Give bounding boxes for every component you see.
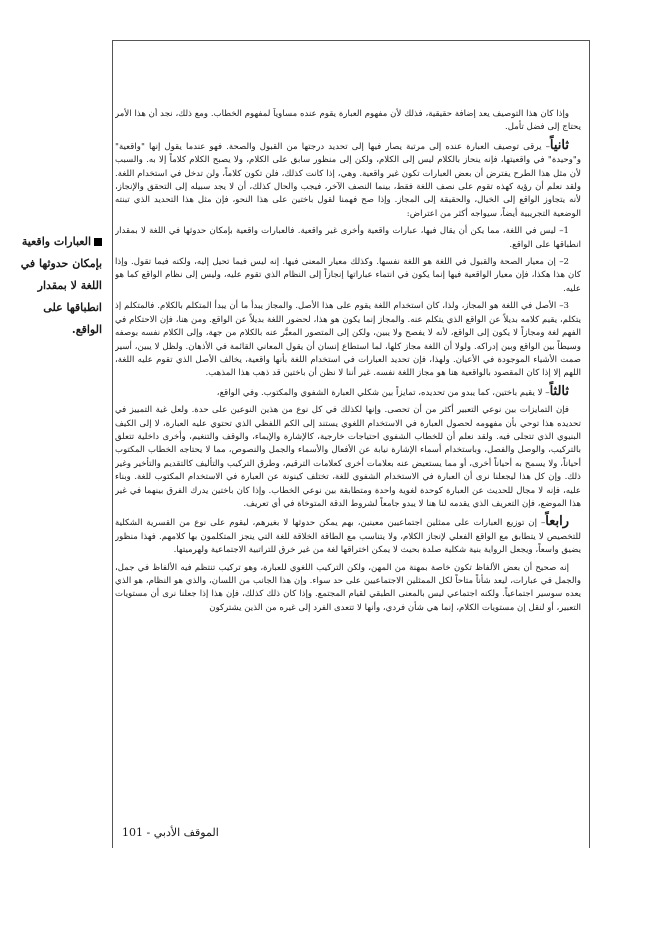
sidebar-text: العبارات واقعية بإمكان حدوثها في اللغة لا بمقدار انطباقها على الواقع.: [20, 235, 102, 336]
paragraph-6-text: – لا يقيم باختين، كما يبدو من تحديده، تمايزاً بين شكلي العبارة الشفوي والمكتوب. وفي الواقع،: [216, 387, 550, 398]
page-footer: الموقف الأدبي - 101: [122, 826, 219, 839]
paragraph-7-text: فإن التمايزات بين نوعي التعبير أكثر من أن تحصى. وإنها لكذلك في كل نوع من هذين النوعين على حدة. ولعل غية التمييز في تحديده هذا توحي بأن مفهومه لحصول العبارة في الاستخدام اللغوي يستند إلى الكم اللفظي الذي تحتوي عليه العبارة، لا إلى الكيف البنيوي الذي تتجلى فيه. ولقد نعلم أن للخطاب الشفوي احتياجات خارجية، كالإشارة والإيماء، والوقف والتنغيم، وأخرى داخلية تتعلق بالتركيب، والوصل والفصل، وباستخدام أسماء الإشارة نيابة عن الأفعال والأسماء والجمل والنصوص، مما لا يحتاجه الخطاب المكتوب أحياناً، ولا يسمح به أحياناً أخرى، أو مما يستعيض عنه بعلامات أخرى كعلامات الترقيم، وطرق التركيب والتأليف كالتقديم والتأخير وغير ذلك. وإن كل هذا ليجعلنا نرى أن العبارة في الاستخدام الشفوي للغة، تختلف كينونة عن العبارة في الاستخدام المكتوب للغة. وبناء عليه، فإنه لا مجال للحديث عن العبارة كوحدة لغوية واحدة ومتطابقة بين نوعي الخطاب. وإذا كان باختين يدرك الفرق بينهما في غير هذا الموضع، فإن التعريف الذي يقدمه لنا هنا لا يبدو جامعاً لشروط الدقة المتوخاة في أي تعريف.: [115, 405, 581, 509]
paragraph-3-text: 1– ليس في اللغة، مما يكن أن يقال فيها، عبارات واقعية وأخرى غير واقعية. فالعبارات واقعية بإمكان حدوثها في اللغة لا بمقدار انطباقها على الواقع.: [115, 226, 581, 250]
section-lead-second: ثانياً: [549, 137, 569, 153]
paragraph-3: [115, 225, 581, 252]
paragraph-8: [115, 515, 581, 557]
paragraph-4: [115, 256, 581, 296]
left-margin-rule: [112, 40, 113, 848]
paragraph-8-text: – إن توزيع العبارات على ممثلين اجتماعيين معينين، بهم يمكن حدوثها لا بغيرهم، ليقوم على نوع من القسرية الشكلية للتخصيص لا يتطابق مع الواقع الفعلي لإنجاز الكلام، ولا يتناسب مع الطاقة الخلاقة للغة التي ينجز المتكلمون بها كلامهم. فهذا منظور يضيق واسعاً، ويجعل الرواية بنية شكلية صلدة بحيث لا يمكن اختراقها لغة من غير خرق للتراتبية الاجتماعية ولهرميتها.: [115, 518, 581, 556]
right-margin-rule: [589, 40, 590, 848]
paragraph-1: [115, 108, 581, 135]
top-rule: [112, 40, 590, 41]
paragraph-5-text: 3– الأصل في اللغة هو المجاز، ولذا، كان استخدام اللغة يقوم على هذا الأصل. والمجاز يبدأ ما أن يبدأ المتكلم بالكلام. فالمتكلم إذ يتكلم، يقيم كلامه بديلاً عن الواقع الذي يتكلم عنه. والمجاز إنما يكون هو هذا، لحضور اللغة بديلاً عن الواقع. ومن هنا، فإن الاحتكام في الفهم لغة ومجازاً لا يكون إلى الواقع، لأنه لا يفصح ولا يبين، ولكن إلى المتصور المعبَّر عنه بالكلام من جهة، وإلى الكلام نفسه بوصفه وسيطاً بين الواقع وبين إدراكه. ولولا أن اللغة مجاز كلها، لما استطاع إنسان أن يقول المعاني القائمة في الأذهان. ولظل لا يبين، أسير صمت الأشياء الموجودة في الأعيان. ولهذا، فإن تحديد العبارات في استخدام اللغة بأنها واقعية، يخالف الأصل الذي تقوم عليه اللغة، اللهم إلا إذا كان المقصود بالواقعية هنا هو مجاز اللغة نفسه. غير أننا لا نظن أن باختين قد ذهب هذا المذهب.: [115, 301, 581, 379]
paragraph-2-text: – يرقى توصيف العبارة عنده إلى مرتبة يصار فيها إلى تحديد درجتها من القبول والصحة. فهو عندما يقول إنها "واقعية" و"وحيدة" في واقعيتها، فإنه ينحاز بالكلام ليس إلى الكلام، ولكن إلى منظور سابق على الكلام، ولا يصبح الكلام كلاماً إلا به. والسبب لأن مثل هذا الطرح يفترض أن بعض العبارات تكون غير واقعية. وهي، إذا كانت كذلك، فلن تكون كلاماً، ولن تدخل في استخدام اللغة. ولقد نعلم أن رؤية كهذه تقوم على نصف اللغة فقط، بينما النصف الآخر، فيجب والحال كذلك، أن لا يجد سبيله إلى التحقق والإنجاز، لأنه يتجاوز الواقع إلى الخيال، والحقيقة إلى المجاز. وإذا صح فهمنا لقول باختين على هذا النحو، فإن مثل هذا التحديد الذي تبنته الوضعية التجريبية أيضاً، سيواجه أكثر من اعتراض:: [115, 141, 581, 219]
sidebar-pull-quote: [16, 231, 102, 341]
paragraph-2: [115, 139, 581, 221]
paragraph-1-text: وإذا كان هذا التوصيف يعد إضافة حقيقية، فذلك لأن مفهوم العبارة يقوم عنده مساوياً لمفهوم الخطاب. ومع ذلك، نجد أن هذا الأمر يحتاج إلى فضل تأمل.: [115, 109, 581, 133]
paragraph-9-text: إنه صحيح أن بعض الألفاظ تكون خاصة بمهنة من المهن، ولكن التركيب اللغوي للعبارة، وهو تركيب تنتظم فيه الألفاظ في جمل، والجمل في عبارات، ليعد شأناً متاحاً لكل الممثلين الاجتماعيين على حد سواء. وإن هذا الجانب من اللسان، والذي هو النظام، هو الذي يعده سوسير اجتماعياً. ولكنه اجتماعي ليس بالمعنى الطبقي لقيام المجتمع. وإذا كان ذلك كذلك، فإن هذا إذا جعلنا نرى أن مستويات التعبير، أو لنقل إن مستويات الكلام، إنما هي شأن فردي، وأنها لا تتعدى الفرد إلى غيره من الذين يشتركون: [115, 562, 581, 613]
paragraph-7: [115, 404, 581, 511]
paragraph-4-text: 2– إن معيار الصحة والقبول في اللغة هو اللغة نفسها. وكذلك معيار المعنى فيها. إنه ليس فيما تحيل إليه، ولكنه فيما تقول. وإذا كان هذا هكذا، فإن معيار الواقعية فيها إنما يكون في انتماء عباراتها إنجازاً إلى النظام الذي تقوم عليه، وليس إلى نظام الواقع كما هو عليه.: [115, 257, 581, 294]
paragraph-5: [115, 300, 581, 380]
article-body: [115, 108, 581, 832]
section-lead-third: ثالثاً: [549, 383, 569, 399]
section-lead-fourth: رابعاً: [545, 514, 569, 530]
paragraph-9: [115, 562, 581, 616]
square-bullet-icon: [94, 238, 102, 246]
paragraph-6: [115, 385, 581, 400]
